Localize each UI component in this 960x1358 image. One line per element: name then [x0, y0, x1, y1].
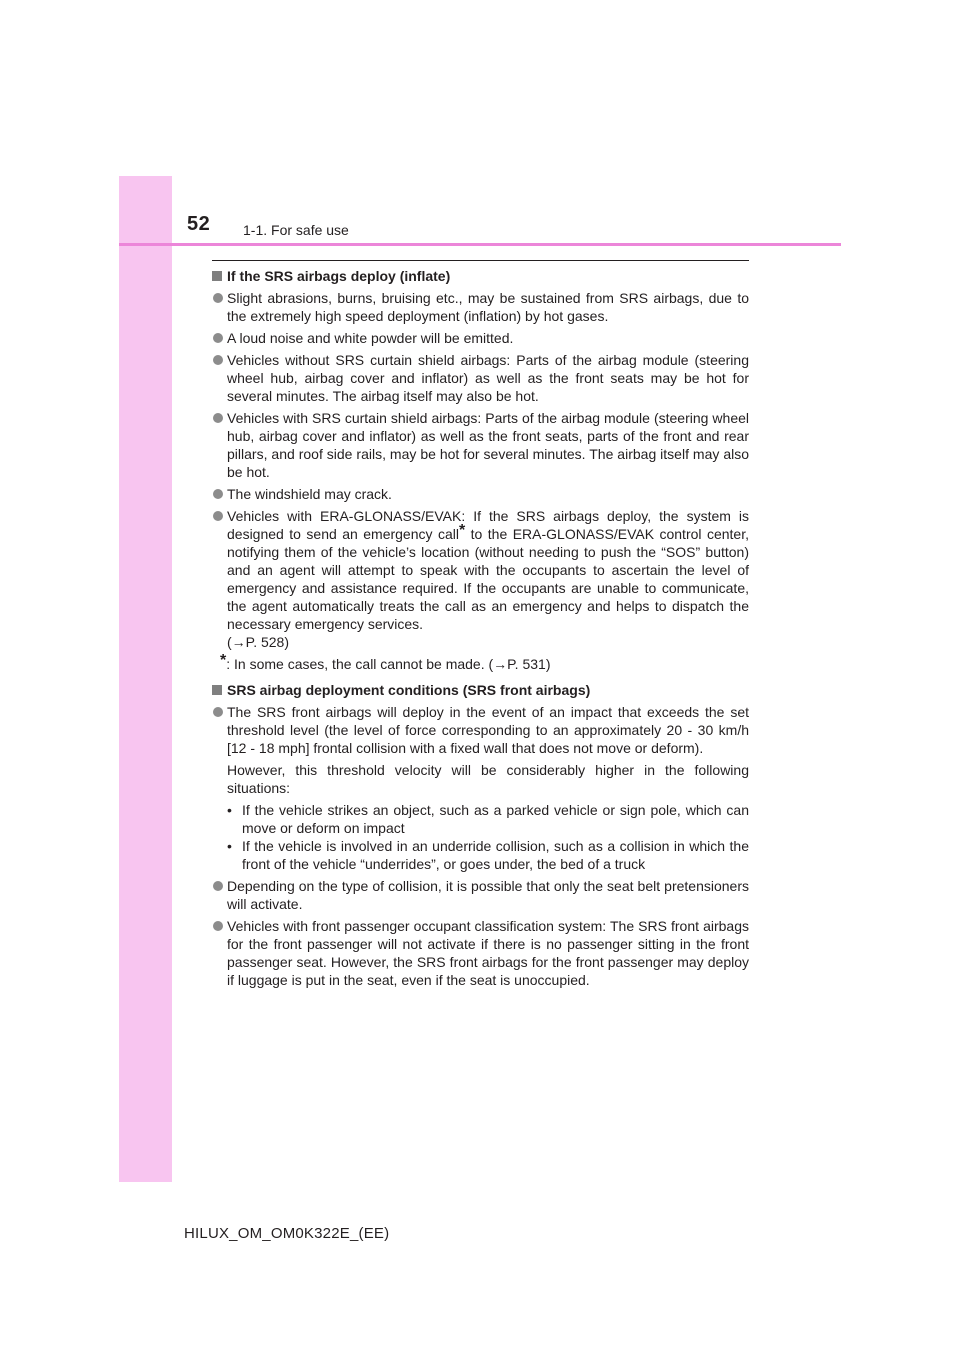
circle-bullet-icon — [213, 333, 223, 343]
list-item: Vehicles with front passenger occupant classification system: The SRS front airbags for the front passenger will not activate if there is no passenger sitting in the front passenger seat. However, the SRS front airbags for the front passenger may deploy if luggage is put in the seat, even if the seat is unoccupied. — [212, 917, 749, 989]
document-code: HILUX_OM_OM0K322E_(EE) — [184, 1225, 390, 1242]
paragraph: However, this threshold velocity will be considerably higher in the following situations: — [227, 762, 749, 796]
circle-bullet-icon — [213, 489, 223, 499]
circle-bullet-icon — [213, 355, 223, 365]
topic-heading-airbag-deploy — [212, 267, 749, 285]
list-item-era-glonass: Vehicles with ERA-GLONASS/EVAK: If the SRS airbags deploy, the system is designed to send an emergency call* to the ERA-GLONASS/EVAK control center, notifying them of the vehicle’s location (without needing to push the “SOS” button) and an agent will attempt to speak with the occupants to ascertain the level of emergency and assistance required. If the occupants are unable to communicate, the agent automatically treats the call as an emergency and helps to dispatch the necessary emergency services. (→P. 528) — [212, 507, 749, 651]
footnote-marker: * — [220, 652, 227, 669]
circle-bullet-icon — [213, 921, 223, 931]
footnote-marker: * — [458, 522, 466, 539]
circle-bullet-icon — [213, 881, 223, 891]
list-item: The SRS front airbags will deploy in the event of an impact that exceeds the set threshold level (the level of force corresponding to an approximately 20 - 30 km/h [12 - 18 mph] frontal collision with a fixed wall that does not move or deform). — [212, 703, 749, 757]
topic-divider — [212, 260, 749, 261]
list-item: Vehicles with SRS curtain shield airbags: Parts of the airbag module (steering wheel hub, airbag cover and inflator) as well as the front seats, parts of the front and rear pillars, and roof side rails, may be hot for several minutes. The airbag itself may also be hot. — [212, 409, 749, 481]
square-bullet-icon — [212, 271, 222, 281]
footnote: *: In some cases, the call cannot be made. (→P. 531) — [220, 652, 551, 672]
sub-bullet-icon: • — [227, 802, 232, 818]
circle-bullet-icon — [213, 511, 223, 521]
page-number: 52 — [187, 213, 211, 235]
list-item: Depending on the type of collision, it is possible that only the seat belt pretensioners will activate. — [212, 877, 749, 913]
circle-bullet-icon — [213, 293, 223, 303]
page-reference[interactable]: (→P. 528) — [227, 634, 289, 650]
section-title: 1-1. For safe use — [243, 222, 349, 238]
heading-text: If the SRS airbags deploy (inflate) — [227, 268, 451, 284]
sidebar-tab — [119, 176, 172, 1182]
sub-bullet-icon: • — [227, 838, 232, 854]
sub-list-item: • If the vehicle is involved in an underride collision, such as a collision in which the front of the vehicle “underrides”, or goes under, the bed of a truck — [227, 838, 749, 872]
square-bullet-icon — [212, 685, 222, 695]
list-item: A loud noise and white powder will be emitted. — [212, 329, 749, 347]
header-rule — [119, 243, 841, 246]
list-item: Slight abrasions, burns, bruising etc., may be sustained from SRS airbags, due to the extremely high speed deployment (inflation) by hot gases. — [212, 289, 749, 325]
topic-heading-deployment-conditions — [212, 681, 749, 699]
circle-bullet-icon — [213, 413, 223, 423]
sub-list-item: • If the vehicle strikes an object, such as a parked vehicle or sign pole, which can move or deform on impact — [227, 802, 749, 836]
circle-bullet-icon — [213, 707, 223, 717]
list-item: Vehicles without SRS curtain shield airbags: Parts of the airbag module (steering wheel hub, airbag cover and inflator) as well as the front seats may be hot for several minutes. The airbag itself may also be hot. — [212, 351, 749, 405]
list-item: The windshield may crack. — [212, 485, 749, 503]
heading-text: SRS airbag deployment conditions (SRS front airbags) — [227, 682, 591, 698]
page-content — [212, 267, 749, 993]
